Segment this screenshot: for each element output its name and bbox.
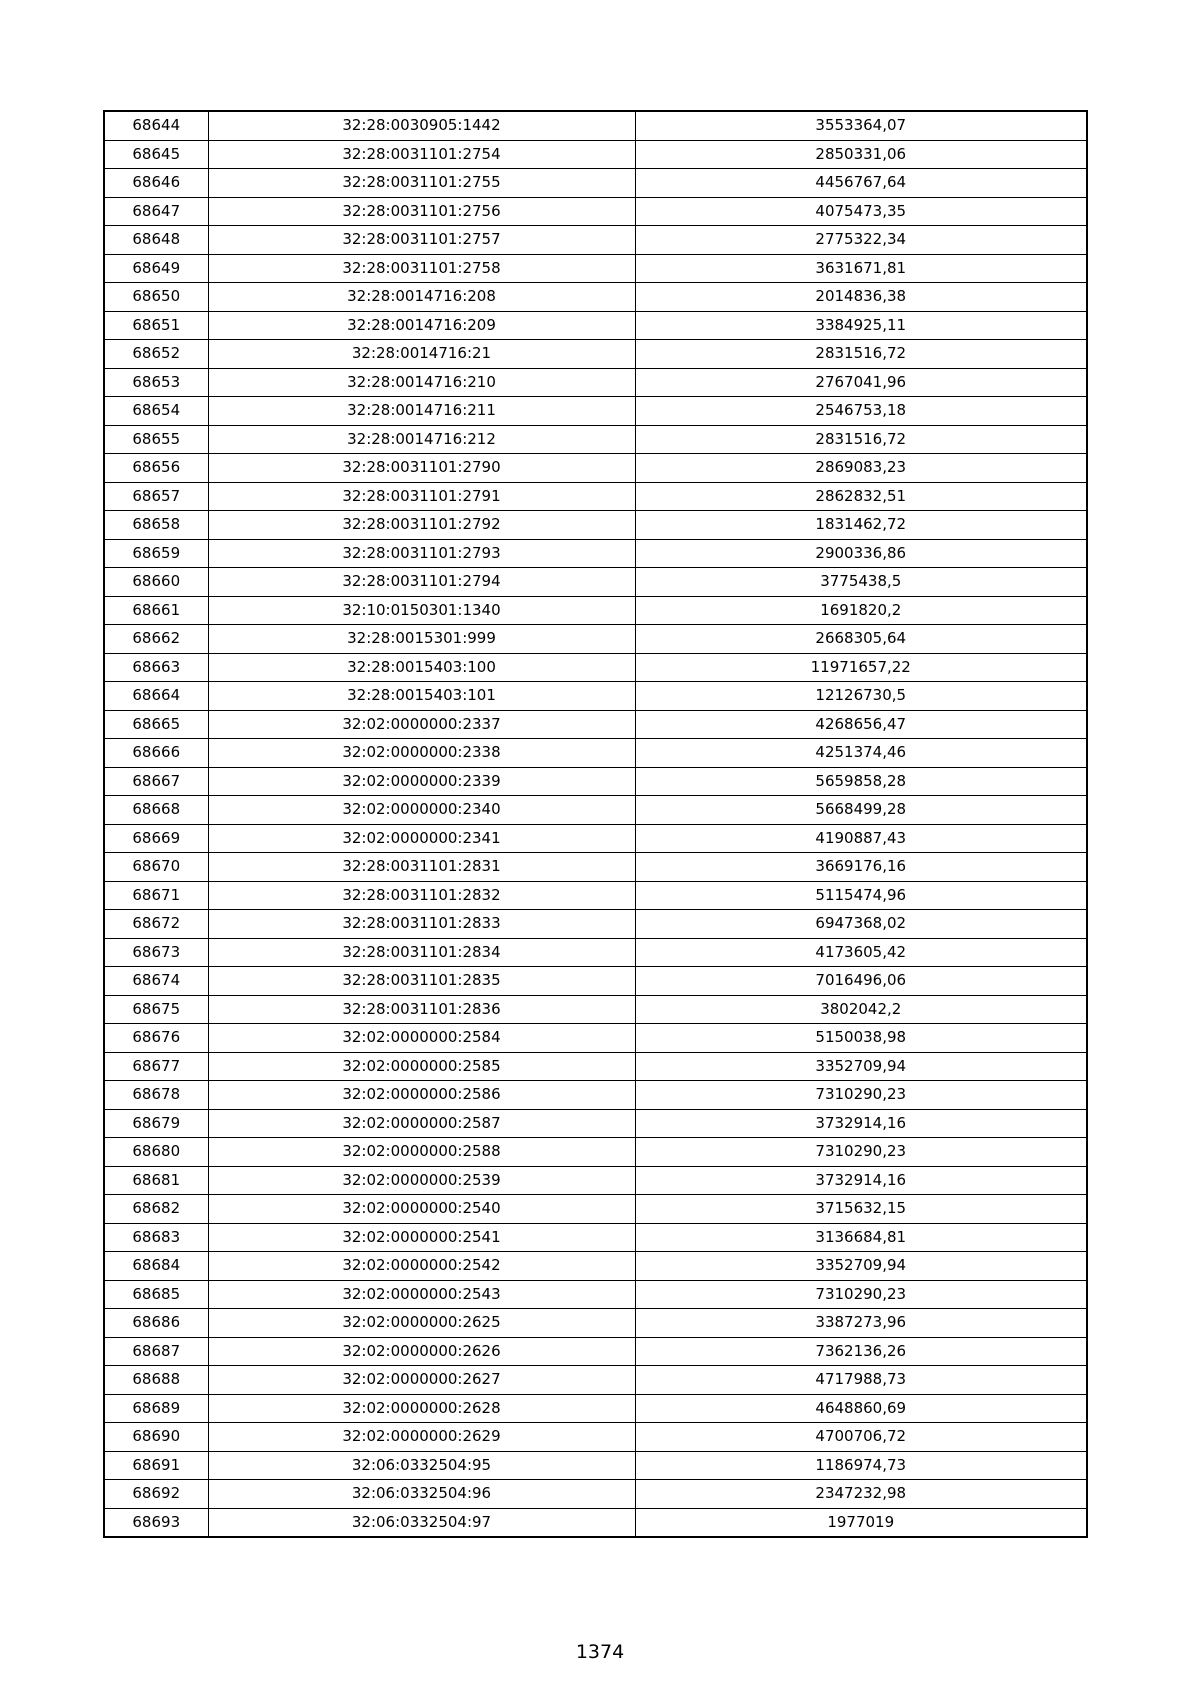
cadastral-number-cell: 32:10:0150301:1340 (208, 596, 635, 625)
cadastral-number-cell: 32:02:0000000:2341 (208, 824, 635, 853)
row-number-cell: 68667 (104, 767, 208, 796)
value-cell: 4456767,64 (635, 169, 1087, 198)
row-number-cell: 68651 (104, 311, 208, 340)
table-row (104, 283, 1087, 312)
value-cell: 3352709,94 (635, 1252, 1087, 1281)
row-number-cell: 68655 (104, 425, 208, 454)
cadastral-number-cell: 32:28:0031101:2793 (208, 539, 635, 568)
table-row (104, 1366, 1087, 1395)
value-cell: 2831516,72 (635, 340, 1087, 369)
row-number-cell: 68654 (104, 397, 208, 426)
table-row (104, 739, 1087, 768)
table-row (104, 1508, 1087, 1537)
table-row (104, 511, 1087, 540)
row-number-cell: 68666 (104, 739, 208, 768)
table-row (104, 625, 1087, 654)
value-cell: 2831516,72 (635, 425, 1087, 454)
row-number-cell: 68656 (104, 454, 208, 483)
cadastral-number-cell: 32:28:0031101:2755 (208, 169, 635, 198)
table-row (104, 796, 1087, 825)
value-cell: 7362136,26 (635, 1337, 1087, 1366)
table-row (104, 1081, 1087, 1110)
value-cell: 4648860,69 (635, 1394, 1087, 1423)
row-number-cell: 68679 (104, 1109, 208, 1138)
table-row (104, 454, 1087, 483)
cadastral-number-cell: 32:06:0332504:97 (208, 1508, 635, 1537)
row-number-cell: 68646 (104, 169, 208, 198)
value-cell: 3387273,96 (635, 1309, 1087, 1338)
row-number-cell: 68661 (104, 596, 208, 625)
cadastral-number-cell: 32:28:0014716:212 (208, 425, 635, 454)
table-row (104, 111, 1087, 140)
cadastral-number-cell: 32:28:0031101:2754 (208, 140, 635, 169)
value-cell: 4268656,47 (635, 710, 1087, 739)
row-number-cell: 68683 (104, 1223, 208, 1252)
row-number-cell: 68650 (104, 283, 208, 312)
value-cell: 3553364,07 (635, 111, 1087, 140)
table-row (104, 1166, 1087, 1195)
row-number-cell: 68670 (104, 853, 208, 882)
cadastral-number-cell: 32:28:0031101:2792 (208, 511, 635, 540)
cadastral-number-cell: 32:02:0000000:2541 (208, 1223, 635, 1252)
value-cell: 2900336,86 (635, 539, 1087, 568)
value-cell: 3775438,5 (635, 568, 1087, 597)
cadastral-number-cell: 32:28:0014716:210 (208, 368, 635, 397)
value-cell: 1831462,72 (635, 511, 1087, 540)
cadastral-number-cell: 32:06:0332504:95 (208, 1451, 635, 1480)
row-number-cell: 68644 (104, 111, 208, 140)
value-cell: 4251374,46 (635, 739, 1087, 768)
value-cell: 5668499,28 (635, 796, 1087, 825)
cadastral-number-cell: 32:28:0031101:2757 (208, 226, 635, 255)
row-number-cell: 68659 (104, 539, 208, 568)
cadastral-number-cell: 32:02:0000000:2625 (208, 1309, 635, 1338)
row-number-cell: 68685 (104, 1280, 208, 1309)
row-number-cell: 68684 (104, 1252, 208, 1281)
table-row (104, 425, 1087, 454)
cadastral-number-cell: 32:28:0014716:21 (208, 340, 635, 369)
row-number-cell: 68692 (104, 1480, 208, 1509)
cadastral-number-cell: 32:02:0000000:2588 (208, 1138, 635, 1167)
table-row (104, 169, 1087, 198)
value-cell: 7310290,23 (635, 1138, 1087, 1167)
row-number-cell: 68648 (104, 226, 208, 255)
table-row (104, 397, 1087, 426)
row-number-cell: 68669 (104, 824, 208, 853)
cadastral-number-cell: 32:28:0031101:2833 (208, 910, 635, 939)
value-cell: 1186974,73 (635, 1451, 1087, 1480)
row-number-cell: 68678 (104, 1081, 208, 1110)
table-row (104, 1309, 1087, 1338)
row-number-cell: 68662 (104, 625, 208, 654)
cadastral-number-cell: 32:28:0031101:2832 (208, 881, 635, 910)
table-row (104, 1195, 1087, 1224)
cadastral-number-cell: 32:02:0000000:2543 (208, 1280, 635, 1309)
row-number-cell: 68682 (104, 1195, 208, 1224)
cadastral-number-cell: 32:28:0014716:209 (208, 311, 635, 340)
row-number-cell: 68673 (104, 938, 208, 967)
table-row (104, 653, 1087, 682)
table-row (104, 368, 1087, 397)
row-number-cell: 68671 (104, 881, 208, 910)
cadastral-number-cell: 32:02:0000000:2587 (208, 1109, 635, 1138)
table-row (104, 995, 1087, 1024)
table-row (104, 910, 1087, 939)
value-cell: 3669176,16 (635, 853, 1087, 882)
row-number-cell: 68681 (104, 1166, 208, 1195)
table-row (104, 767, 1087, 796)
value-cell: 3802042,2 (635, 995, 1087, 1024)
table-row (104, 539, 1087, 568)
row-number-cell: 68652 (104, 340, 208, 369)
row-number-cell: 68657 (104, 482, 208, 511)
row-number-cell: 68675 (104, 995, 208, 1024)
table-row (104, 226, 1087, 255)
table-row (104, 1280, 1087, 1309)
cadastral-number-cell: 32:28:0030905:1442 (208, 111, 635, 140)
cadastral-number-cell: 32:28:0031101:2758 (208, 254, 635, 283)
value-cell: 7310290,23 (635, 1280, 1087, 1309)
value-cell: 4700706,72 (635, 1423, 1087, 1452)
cadastral-number-cell: 32:28:0015403:100 (208, 653, 635, 682)
cadastral-number-cell: 32:28:0031101:2834 (208, 938, 635, 967)
table-body (104, 111, 1087, 1537)
cadastral-number-cell: 32:28:0015403:101 (208, 682, 635, 711)
value-cell: 2546753,18 (635, 397, 1087, 426)
table-row (104, 1109, 1087, 1138)
row-number-cell: 68665 (104, 710, 208, 739)
value-cell: 2347232,98 (635, 1480, 1087, 1509)
cadastral-number-cell: 32:02:0000000:2337 (208, 710, 635, 739)
row-number-cell: 68689 (104, 1394, 208, 1423)
value-cell: 3352709,94 (635, 1052, 1087, 1081)
cadastral-number-cell: 32:28:0031101:2790 (208, 454, 635, 483)
value-cell: 12126730,5 (635, 682, 1087, 711)
cadastral-number-cell: 32:02:0000000:2628 (208, 1394, 635, 1423)
value-cell: 5659858,28 (635, 767, 1087, 796)
table-row (104, 1394, 1087, 1423)
table-row (104, 311, 1087, 340)
table-row (104, 853, 1087, 882)
row-number-cell: 68676 (104, 1024, 208, 1053)
row-number-cell: 68688 (104, 1366, 208, 1395)
value-cell: 4075473,35 (635, 197, 1087, 226)
table-row (104, 682, 1087, 711)
value-cell: 4173605,42 (635, 938, 1087, 967)
table-row (104, 938, 1087, 967)
value-cell: 3715632,15 (635, 1195, 1087, 1224)
cadastral-number-cell: 32:28:0014716:211 (208, 397, 635, 426)
value-cell: 2850331,06 (635, 140, 1087, 169)
value-cell: 1691820,2 (635, 596, 1087, 625)
cadastral-number-cell: 32:02:0000000:2586 (208, 1081, 635, 1110)
cadastral-number-cell: 32:28:0015301:999 (208, 625, 635, 654)
value-cell: 3732914,16 (635, 1166, 1087, 1195)
cadastral-number-cell: 32:28:0031101:2756 (208, 197, 635, 226)
cadastral-value-table (103, 110, 1088, 1538)
value-cell: 3384925,11 (635, 311, 1087, 340)
cadastral-number-cell: 32:28:0031101:2835 (208, 967, 635, 996)
cadastral-number-cell: 32:02:0000000:2339 (208, 767, 635, 796)
row-number-cell: 68647 (104, 197, 208, 226)
cadastral-number-cell: 32:28:0031101:2836 (208, 995, 635, 1024)
row-number-cell: 68672 (104, 910, 208, 939)
value-cell: 6947368,02 (635, 910, 1087, 939)
row-number-cell: 68649 (104, 254, 208, 283)
cadastral-number-cell: 32:02:0000000:2627 (208, 1366, 635, 1395)
value-cell: 7310290,23 (635, 1081, 1087, 1110)
row-number-cell: 68680 (104, 1138, 208, 1167)
table-row (104, 1423, 1087, 1452)
value-cell: 3732914,16 (635, 1109, 1087, 1138)
value-cell: 2775322,34 (635, 226, 1087, 255)
value-cell: 4190887,43 (635, 824, 1087, 853)
table-row (104, 1138, 1087, 1167)
value-cell: 2668305,64 (635, 625, 1087, 654)
table-row (104, 1024, 1087, 1053)
table-row (104, 967, 1087, 996)
cadastral-number-cell: 32:02:0000000:2626 (208, 1337, 635, 1366)
value-cell: 7016496,06 (635, 967, 1087, 996)
table-row (104, 881, 1087, 910)
table-row (104, 140, 1087, 169)
table-row (104, 710, 1087, 739)
row-number-cell: 68687 (104, 1337, 208, 1366)
table-row (104, 1252, 1087, 1281)
row-number-cell: 68677 (104, 1052, 208, 1081)
row-number-cell: 68668 (104, 796, 208, 825)
value-cell: 11971657,22 (635, 653, 1087, 682)
table-row (104, 1337, 1087, 1366)
table-row (104, 568, 1087, 597)
value-cell: 5150038,98 (635, 1024, 1087, 1053)
row-number-cell: 68690 (104, 1423, 208, 1452)
table-row (104, 1223, 1087, 1252)
table-row (104, 197, 1087, 226)
row-number-cell: 68645 (104, 140, 208, 169)
table-row (104, 596, 1087, 625)
table-row (104, 340, 1087, 369)
cadastral-number-cell: 32:28:0031101:2794 (208, 568, 635, 597)
table-row (104, 482, 1087, 511)
cadastral-number-cell: 32:28:0031101:2791 (208, 482, 635, 511)
value-cell: 3136684,81 (635, 1223, 1087, 1252)
row-number-cell: 68653 (104, 368, 208, 397)
value-cell: 2014836,38 (635, 283, 1087, 312)
cadastral-number-cell: 32:02:0000000:2585 (208, 1052, 635, 1081)
cadastral-number-cell: 32:02:0000000:2338 (208, 739, 635, 768)
cadastral-number-cell: 32:02:0000000:2540 (208, 1195, 635, 1224)
page-number: 1374 (575, 1641, 625, 1663)
cadastral-number-cell: 32:28:0014716:208 (208, 283, 635, 312)
table-row (104, 824, 1087, 853)
cadastral-number-cell: 32:02:0000000:2542 (208, 1252, 635, 1281)
table-row (104, 1052, 1087, 1081)
value-cell: 5115474,96 (635, 881, 1087, 910)
value-cell: 2862832,51 (635, 482, 1087, 511)
cadastral-number-cell: 32:02:0000000:2629 (208, 1423, 635, 1452)
value-cell: 2767041,96 (635, 368, 1087, 397)
cadastral-number-cell: 32:06:0332504:96 (208, 1480, 635, 1509)
row-number-cell: 68658 (104, 511, 208, 540)
cadastral-number-cell: 32:28:0031101:2831 (208, 853, 635, 882)
table-row (104, 1480, 1087, 1509)
row-number-cell: 68686 (104, 1309, 208, 1338)
value-cell: 3631671,81 (635, 254, 1087, 283)
row-number-cell: 68693 (104, 1508, 208, 1537)
value-cell: 4717988,73 (635, 1366, 1087, 1395)
cadastral-number-cell: 32:02:0000000:2340 (208, 796, 635, 825)
value-cell: 2869083,23 (635, 454, 1087, 483)
row-number-cell: 68664 (104, 682, 208, 711)
table-row (104, 1451, 1087, 1480)
row-number-cell: 68674 (104, 967, 208, 996)
cadastral-number-cell: 32:02:0000000:2584 (208, 1024, 635, 1053)
row-number-cell: 68660 (104, 568, 208, 597)
row-number-cell: 68663 (104, 653, 208, 682)
value-cell: 1977019 (635, 1508, 1087, 1537)
cadastral-number-cell: 32:02:0000000:2539 (208, 1166, 635, 1195)
row-number-cell: 68691 (104, 1451, 208, 1480)
table-row (104, 254, 1087, 283)
